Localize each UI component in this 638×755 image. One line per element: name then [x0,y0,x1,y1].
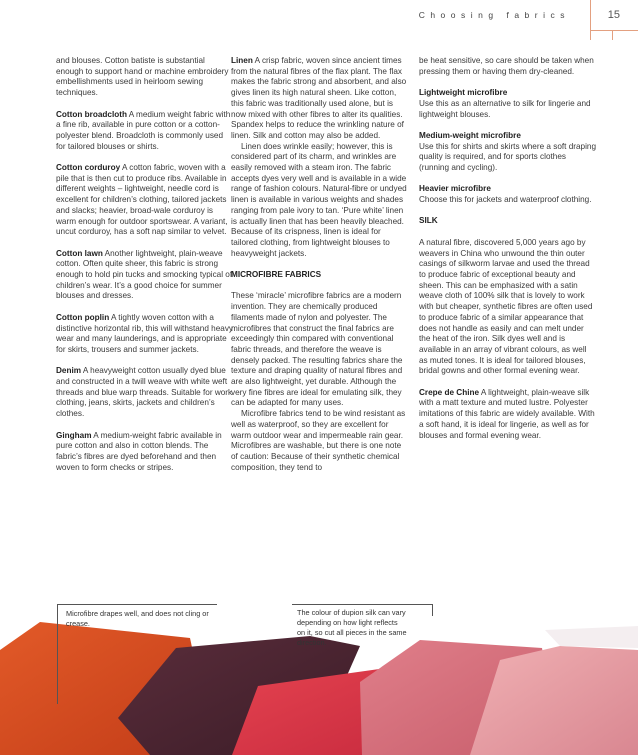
paragraph-cotton-corduroy: Cotton corduroy A cotton fabric, woven with a pile that is then cut to produce ribs. Available in different weights – lightweight, needle cord is excellent for children’s clothing, tailored jackets and slacks; heavier, broad-wale corduroy is warm enough for outdoor sportswear. A variant, uncut corduroy, has a soft nap similar to velvet. [56,163,228,237]
page-number: 15 [607,9,620,21]
caption-leader-right-horizontal [292,604,432,605]
paragraph-microfibre: These ‘miracle’ microfibre fabrics are a modern invention. They are chemically produced filaments made of nylon and polyester. The microfibres that construct the final fabrics are exceedingly thin compared with conventional fabric threads, and therefore the weave is densely packed. The resulting fabrics share the texture and draping quality of natural fibres and are also lightweight, yet durable. Although the very fine fibres are ideal for emulating silk, they can be adapted for many uses. [231,291,403,408]
paragraph-silk: A natural fibre, discovered 5,000 years ago by weavers in China who unwound the thin outer casings of silkworm larvae and used the thread to produce fabric of exceptional beauty and sheen. This can be emphasized with a satin weave cloth of 100% silk that is lovely to work with but cheaper, synthetic fibres are often used to produce fabric of a similar appearance that does not handle as easily and can melt under the heat of the iron. Silk dyes well and is available in an array of vibrant colours, as well as muted tones. It is ideal for tailored blouses, bridal gowns and other formal evening wear. [419,237,593,376]
header-rule-tick [612,30,613,40]
text-column-1 [56,56,234,484]
heading-silk: SILK [419,216,438,226]
paragraph-cotton-lawn: Cotton lawn Another lightweight, plain-weave cotton. Often quite sheer, this fabric is strong enough to hold pin tucks and smocking typical of children’s wear. It’s a good choice for summer blouses and dresses. [56,248,233,301]
caption-dupion-silk: The colour of dupion silk can vary depending on how light reflects on it, so cut all pieces in the same direction. [297,608,407,647]
running-title: Choosing fabrics [418,10,570,20]
paragraph-linen-2: Linen does wrinkle easily; however, this is considered part of its charm, and wrinkles are easily removed with a steam iron. The fabric accepts dyes very well and is available in a wide range of fashion colours. Natural-fibre or undyed linen is available in various weights and shades ranging from pale ivory to tan. ‘Pure white’ linen is actually linen that has been heavily bleached. Because of its crispness, linen is ideal for tailored clothing, from lightweight blouses to heavyweight jackets. [231,141,407,258]
paragraph-cotton-broadcloth: Cotton broadcloth A medium weight fabric with a fine rib, available in pure cotton or a cotton-polyester blend. Broadcloth is commonly used for tailored blouses or shirts. [56,109,231,151]
entry-lightweight-microfibre: Lightweight microfibre Use this as an alternative to silk for lingerie and lightweight blouses. [419,88,591,119]
white-backing [545,626,638,648]
paragraph-microfibre-2: Microfibre fabrics tend to be wind resistant as well as waterproof, so they are excellent for warm outdoor wear and impermeable rain gear. Microfibres are washable, but there is one note of caution: Because of their synthetic chemical composition, they tend to [231,409,406,472]
caption-leader-right-vertical [432,604,433,616]
text-column-2 [231,56,409,484]
entry-heavier-microfibre: Heavier microfibre Choose this for jackets and waterproof clothing. [419,184,592,205]
header-rule-vertical [590,0,591,40]
paragraph-linen: Linen A crisp fabric, woven since ancient times from the natural fibres of the flax plant. The flax makes the fabric strong and absorbent, and also gives linen its high natural sheen. Like cotton, this fabric was traditionally used alone, but is now mixed with other fibres to alter its qualities. Spandex helps to reduce the wrinkling nature of linen. Silk and cotton may also be added. [231,56,407,140]
paragraph-denim: Denim A heavyweight cotton usually dyed blue and constructed in a twill weave with white weft threads and blue warp threads. Suitable for work clothing, jeans, skirts, jackets and children’s clothes. [56,366,233,419]
text-column-3 [419,56,597,452]
caption-microfibre: Microfibre drapes well, and does not cling or crease. [66,609,209,628]
entry-medium-weight-microfibre: Medium-weight microfibre Use this for shirts and skirts where a soft draping quality is required, and for sports clothes (running and cycling). [419,130,597,172]
paragraph-intro: be heat sensitive, so care should be taken when pressing them or having them dry-cleaned. [419,56,594,76]
paragraph-cotton-poplin: Cotton poplin A tightly woven cotton with a distinctive horizontal rib, this will withstand heavy wear and many launderings, and is appropriate for skirts, trousers and summer jackets. [56,312,234,354]
header-rule-horizontal [590,30,638,31]
page-header [0,0,638,40]
caption-leader-left-vertical [57,604,58,704]
heading-microfibre: MICROFIBRE FABRICS [231,270,322,280]
paragraph-crepe-de-chine: Crepe de Chine A lightweight, plain-weave silk with a matt texture and muted lustre. Polyester imitations of this fabric are widely available. With a soft hand, it is ideal for lingerie, as well as for blouses and formal evening wear. [419,387,595,440]
paragraph-gingham: Gingham A medium-weight fabric available in pure cotton and also in cotton blends. The fabric’s fibres are dyed beforehand and then woven to form checks or stripes. [56,430,222,472]
caption-leader-left-horizontal [57,604,217,605]
paragraph: and blouses. Cotton batiste is substantial enough to support hand or machine embroidery embellishments used in heirloom sewing techniques. [56,56,229,98]
